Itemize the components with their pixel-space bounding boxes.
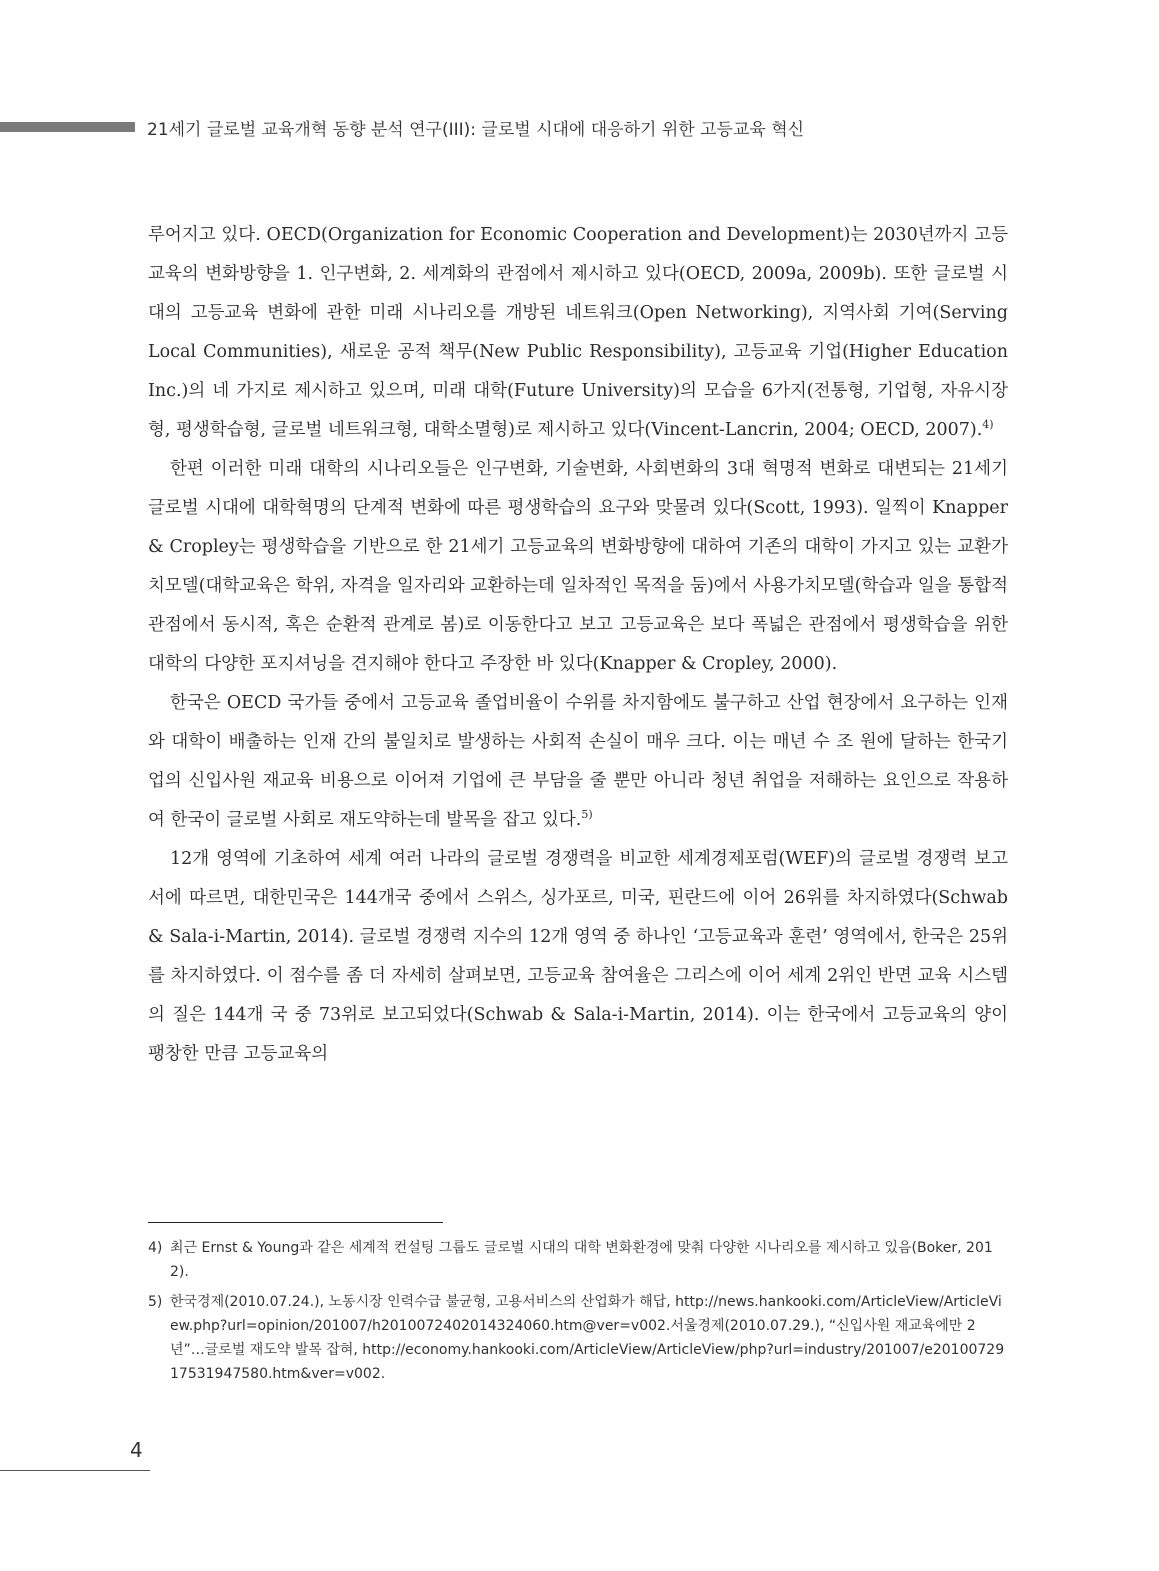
footnote-text: 한국경제(2010.07.24.), 노동시장 인력수급 불균형, 고용서비스의 산업화가 해답, http://news.hankooki.com/ArticleView/ArticleView.php?url=opinion/201007/h2010072402014324060.htm@ver=v002.서울경제(2010.07.29.), “신입사원 재교육에만 2년”…글로벌 재도약 발목 잡혀, http://economy.hankooki.com/ArticleView/ArticleView/php?url=industry/201007/e2010072917531947580.htm&ver=v002. — [170, 1294, 1005, 1382]
paragraph-1 — [148, 216, 1008, 450]
footnote-reference[interactable]: 4) — [982, 418, 994, 432]
footnote-text: 최근 Ernst & Young과 같은 세계적 컨설팅 그룹도 글로벌 시대의 대학 변화환경에 맞춰 다양한 시나리오를 제시하고 있음(Boker, 2012). — [170, 1240, 993, 1280]
header-accent-bar — [0, 122, 135, 132]
footnote-divider — [148, 1222, 443, 1223]
paragraph-3 — [148, 684, 1008, 840]
running-header-title: 21세기 글로벌 교육개혁 동향 분석 연구(III): 글로벌 시대에 대응하기 위한 고등교육 혁신 — [147, 120, 805, 140]
footnote-item — [148, 1236, 1010, 1284]
paragraph-4 — [148, 840, 1008, 1074]
footnote-number: 4) — [148, 1240, 163, 1256]
paragraph-text: 루어지고 있다. OECD(Organization for Economic Cooperation and Development)는 2030년까지 고등교육의 변화방향을 1. 인구변화, 2. 세계화의 관점에서 제시하고 있다(OECD, 2009a, 2009b). 또한 글로벌 시대의 고등교육 변화에 관한 미래 시나리오를 개방된 네트워크(Open Networking), 지역사회 기여(Serving Local Communities), 새로운 공적 책무(New Public Responsibility), 고등교육 기업(Higher Education Inc.)의 네 가지로 제시하고 있으며, 미래 대학(Future University)의 모습을 6가지(전통형, 기업형, 자유시장형, 평생학습형, 글로벌 네트워크형, 대학소멸형)로 제시하고 있다(Vincent-Lancrin, 2004; OECD, 2007). — [148, 225, 1008, 440]
footnotes — [148, 1236, 1010, 1392]
paragraph-text: 12개 영역에 기초하여 세계 여러 나라의 글로벌 경쟁력을 비교한 세계경제포럼(WEF)의 글로벌 경쟁력 보고서에 따르면, 대한민국은 144개국 중에서 스위스, 싱가포르, 미국, 핀란드에 이어 26위를 차지하였다(Schwab & Sala-i-Martin, 2014). 글로벌 경쟁력 지수의 12개 영역 중 하나인 ‘고등교육과 훈련’ 영역에서, 한국은 25위를 차지하였다. 이 점수를 좀 더 자세히 살펴보면, 고등교육 참여율은 그리스에 이어 세계 2위인 반면 교육 시스템의 질은 144개 국 중 73위로 보고되었다(Schwab & Sala-i-Martin, 2014). 이는 한국에서 고등교육의 양이 팽창한 만큼 고등교육의 — [148, 849, 1008, 1064]
footnote-reference[interactable]: 5) — [581, 808, 593, 822]
page-number-rule — [0, 1470, 150, 1471]
paragraph-text: 한편 이러한 미래 대학의 시나리오들은 인구변화, 기술변화, 사회변화의 3대 혁명적 변화로 대변되는 21세기 글로벌 시대에 대학혁명의 단계적 변화에 따른 평생학습의 요구와 맞물려 있다(Scott, 1993). 일찍이 Knapper & Cropley는 평생학습을 기반으로 한 21세기 고등교육의 변화방향에 대하여 기존의 대학이 가지고 있는 교환가치모델(대학교육은 학위, 자격을 일자리와 교환하는데 일차적인 목적을 둠)에서 사용가치모델(학습과 일을 통합적 관점에서 동시적, 혹은 순환적 관계로 봄)로 이동한다고 보고 고등교육은 보다 폭넓은 관점에서 평생학습을 위한 대학의 다양한 포지셔닝을 견지해야 한다고 주장한 바 있다(Knapper & Cropley, 2000). — [148, 459, 1008, 674]
body-text — [148, 216, 1008, 1074]
page-number: 4 — [130, 1438, 143, 1462]
footnote-item — [148, 1290, 1010, 1386]
footnote-number: 5) — [148, 1294, 163, 1310]
paragraph-text: 한국은 OECD 국가들 중에서 고등교육 졸업비율이 수위를 차지함에도 불구하고 산업 현장에서 요구하는 인재와 대학이 배출하는 인재 간의 불일치로 발생하는 사회적 손실이 매우 크다. 이는 매년 수 조 원에 달하는 한국기업의 신입사원 재교육 비용으로 이어져 기업에 큰 부담을 줄 뿐만 아니라 청년 취업을 저해하는 요인으로 작용하여 한국이 글로벌 사회로 재도약하는데 발목을 잡고 있다. — [148, 693, 1008, 830]
paragraph-2 — [148, 450, 1008, 684]
